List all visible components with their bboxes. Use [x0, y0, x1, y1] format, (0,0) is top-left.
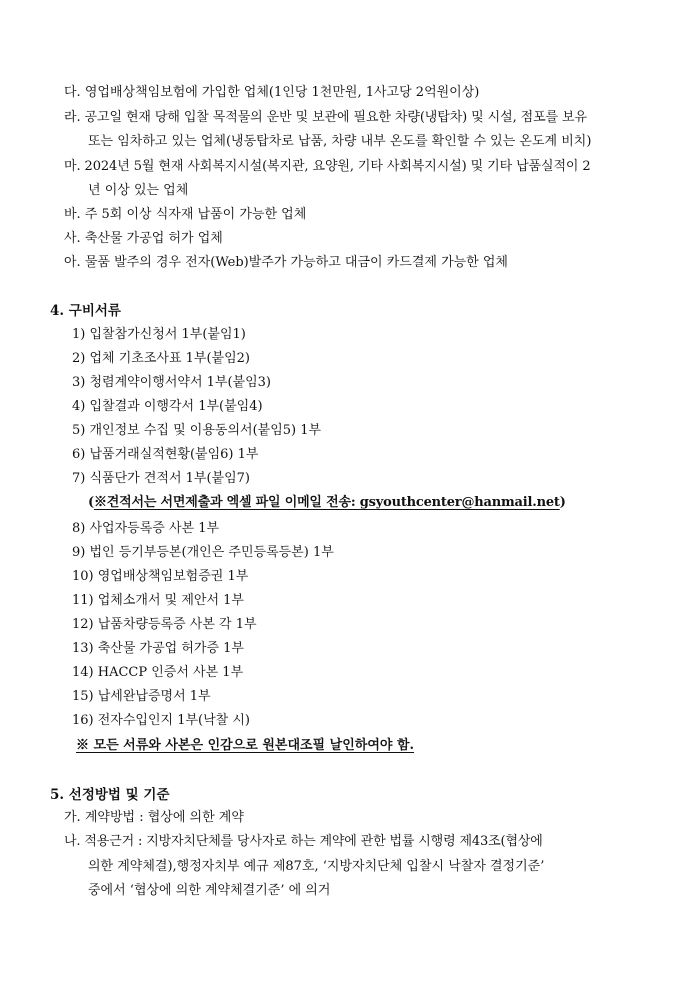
document-item: 9) 법인 등기부등본(개인은 주민등록등본) 1부 — [72, 545, 334, 560]
document-item: 6) 납품거래실적현황(붙임6) 1부 — [72, 447, 259, 462]
item-text: 적용근거 : 지방자치단체를 당사자로 하는 계약에 관한 법률 시행령 제43조(협상에 — [84, 834, 543, 849]
item-text: 2024년 5월 현재 사회복지시설(복지관, 요양원, 기타 사회복지시설) 및 기타 납품실적이 2 — [84, 159, 591, 174]
item-marker: 바. — [64, 207, 81, 222]
document-item: 14) HACCP 인증서 사본 1부 — [72, 665, 244, 680]
document-item: 2) 업체 기초조사표 1부(붙임2) — [72, 351, 251, 366]
item-text: 물품 발주의 경우 전자(Web)발주가 가능하고 대금이 카드결제 가능한 업체 — [84, 255, 508, 270]
item-text: 주 5회 이상 식자재 납품이 가능한 업체 — [84, 207, 307, 222]
document-item: 16) 전자수입인지 1부(낙찰 시) — [72, 713, 251, 728]
document-item: 15) 납세완납증명서 1부 — [72, 689, 211, 704]
document-item: 1) 입찰참가신청서 1부(붙임1) — [72, 327, 246, 342]
document-item: 7) 식품단가 견적서 1부(붙임7) — [72, 471, 251, 486]
item-marker: 마. — [64, 159, 81, 174]
item-marker: 나. — [64, 834, 81, 849]
selection-item-na-cont1: 의한 계약체결),행정자치부 예규 제87호, ‘지방자치단체 입찰시 낙찰자 결정기준’ — [88, 859, 545, 874]
item-text: 축산물 가공업 허가 업체 — [84, 231, 223, 246]
item-marker: 사. — [64, 231, 81, 246]
requirement-item-ma-cont: 년 이상 있는 업체 — [88, 183, 189, 198]
requirement-item-a — [64, 254, 508, 272]
section-heading-documents: 4. 구비서류 — [50, 303, 121, 319]
item-marker: 다. — [64, 85, 81, 100]
note-close-paren: ) — [559, 495, 566, 510]
requirement-item-sa — [64, 230, 223, 248]
requirement-item-ba — [64, 206, 306, 224]
document-item: 11) 업체소개서 및 제안서 1부 — [72, 593, 244, 608]
item-text: 계약방법 : 협상에 의한 계약 — [84, 810, 244, 825]
item-text: 영업배상책임보험에 가입한 업체(1인당 1천만원, 1사고당 2억원이상) — [84, 85, 480, 100]
item-marker: 가. — [64, 810, 81, 825]
document-item: 12) 납품차량등록증 사본 각 1부 — [72, 617, 257, 632]
requirement-item-ra-cont: 또는 임차하고 있는 업체(냉동탑차로 납품, 차량 내부 온도를 확인할 수 있는 온도계 비치) — [88, 134, 592, 149]
requirement-item-ra — [64, 109, 587, 127]
item-text: 공고일 현재 당해 입찰 목적물의 운반 및 보관에 필요한 차량(냉탑차) 및 시설, 점포를 보유 — [84, 110, 587, 125]
seal-notice: ※ 모든 서류와 사본은 인감으로 원본대조필 날인하여야 함. — [76, 738, 415, 753]
requirement-item-da — [64, 84, 479, 102]
requirement-item-ma — [64, 158, 591, 176]
item-marker: 라. — [64, 110, 81, 125]
document-item: 8) 사업자등록증 사본 1부 — [72, 521, 220, 536]
selection-item-ga — [64, 809, 244, 827]
document-item: 5) 개인정보 수집 및 이용동의서(붙임5) 1부 — [72, 423, 322, 438]
quote-submission-note — [88, 494, 566, 512]
document-item: 13) 축산물 가공업 허가증 1부 — [72, 641, 244, 656]
document-item: 3) 청렴계약이행서약서 1부(붙임3) — [72, 375, 271, 390]
document-item: 10) 영업배상책임보험증권 1부 — [72, 569, 249, 584]
document-item: 4) 입찰결과 이행각서 1부(붙임4) — [72, 399, 263, 414]
selection-item-na-cont2: 중에서 ‘협상에 의한 계약체결기준’ 에 의거 — [88, 883, 331, 898]
note-open-paren: ( — [88, 495, 94, 510]
section-heading-selection: 5. 선정방법 및 기준 — [50, 787, 170, 803]
item-marker: 아. — [64, 255, 81, 270]
selection-item-na — [64, 833, 543, 851]
note-text: ※견적서는 서면제출과 엑셀 파일 이메일 전송: gsyouthcenter@hanmail.net — [93, 495, 560, 510]
